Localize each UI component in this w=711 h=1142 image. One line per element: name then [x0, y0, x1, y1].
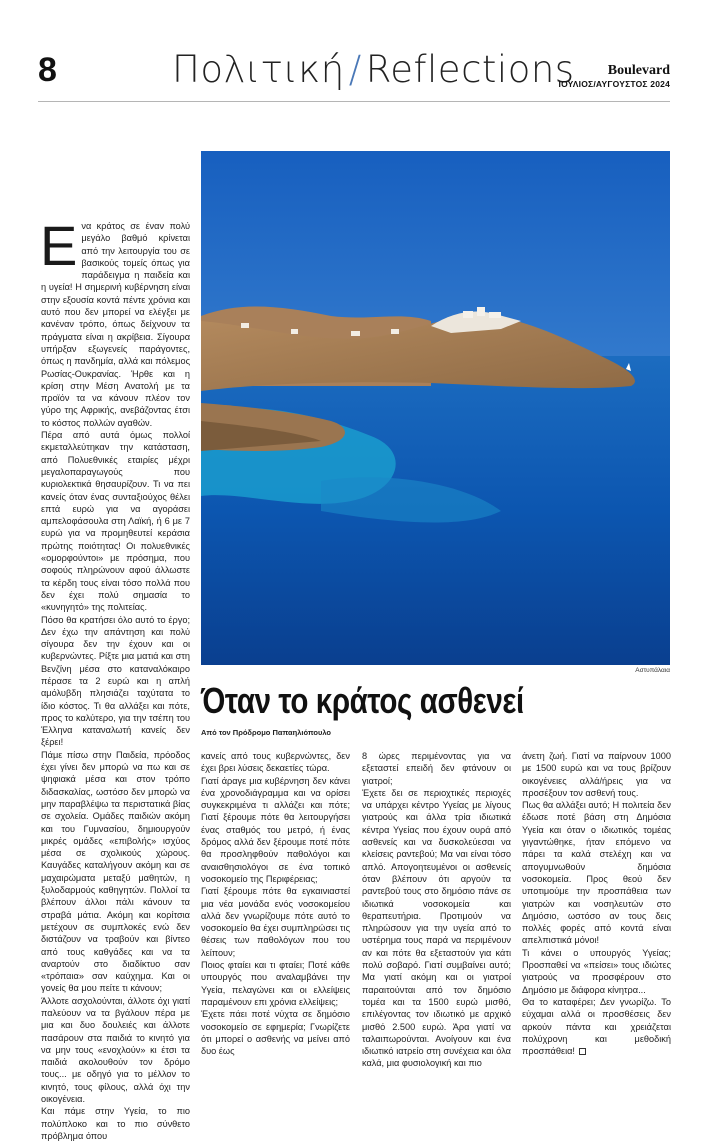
page-number: 8	[38, 51, 57, 89]
col2-paragraph-3: Γιατί ξέρουμε πότε θα εγκαινιαστεί μια νέα μονάδα ενός νοσοκομείου αλλά δεν γνωρίζουμε πότε αυτό το νοσοκομείο θα έχει συμπληρώσει τις θέσεις των παθολόγων που του λείπουν;	[201, 886, 350, 958]
intro-paragraph-5: Άλλοτε ασχολούνται, άλλοτε όχι γιατί παλεύουν να τα βγάλουν πέρα με μια και δυο δουλειές και άλλοτε πασάρουν στα παιδιά το κινητό για να μην τους «ενοχλούν» κι έτσι τα παιδιά ακολουθούν τον δρόμο τους... με οδηγό για το μέλλον το κινητό, τους φίλους, αλλά όχι την οικογένεια.	[41, 995, 190, 1105]
intro-paragraph-1: να κράτος σε έναν πολύ μεγάλο βαθμό κρίνεται από την λειτουργία του σε βασικούς τομείς όπως για παράδειγμα η παιδεία και η υγεία! Η σημερινή κυβέρνηση είναι στην εξουσία κοντά πέντε χρόνια και αυτό που δεν μπορεί να ελέγξει με κανέναν τρόπο, όπως δείχνουν τα πράγματα είναι η ακρίβεια. Σίγουρα υπήρξαν εξωγενείς παράγοντες, όπως η πανδημία, αλλά και πόλεμος Ρωσίας-Ουκρανίας. Ήρθε και η κρίση στην Μέση Ανατολή με τα προϊόν τα να κάνουν πλέον τον γύρο της Αφρικής, ανεβάζοντας έτσι το κόστος πολλών αγαθών.	[41, 221, 190, 428]
intro-paragraph-6: Και πάμε στην Υγεία, το πιο πολύπλοκο και το πιο σύνθετο πρόβλημα όπου	[41, 1106, 190, 1141]
astypalaia-photo	[201, 151, 670, 665]
col4-paragraph-3: Τι κάνει ο υπουργός Υγείας; Προσπαθεί να «πείσει» τους ιδιώτες γιατρούς να προσφέρουν στο Δημόσιο με διάφορα κίνητρα...	[522, 947, 671, 995]
section-primary: Πολιτική	[172, 48, 345, 91]
col4-paragraph-2: Πως θα αλλάξει αυτό; Η πολιτεία δεν έδωσε ποτέ βάση στη Δημόσια Υγεία και όταν ο ιδιωτικός τομέας γιγαντώθηκε, ήταν επόμενο να πάρει τα καλά στελέχη και να απογυμνωθούν δημόσια νοσοκομεία. Προς θεού δεν υποτιμούμε την προσπάθεια των γιατρών και νοσηλευτών στο Δημόσιο, ωστόσο αν τους δεις πολλές φορές από κοντά είναι απελπιστικά μόνοι!	[522, 800, 671, 946]
col3-paragraph-2: Έχετε δει σε περιοχτικές περιοχές να υπάρχει κέντρο Υγείας με λίγους γιατρούς και άλλα τρία ιδιωτικά κέντρα Υγείας που έχουν ουρά από ασθενείς και να δυσκολεύεσαι να κλείσεις ραντεβού; Μα ναι είναι τόσο απλό. Απογοητευμένοι οι ασθενείς όταν βλέπουν ότι αργούν τα ραντεβού τους στο δημόσιο πάνε σε ιδιωτικά νοσοκομεία και θεραπευτήρια. Προτιμούν να πληρώσουν για την υγεία από το υστέρημα τους παρά να περιμένουν αν και πότε θα εξεταστούν για κάτι πολύ σοβαρό. Γιατί συμβαίνει αυτό; Μα γιατί ακόμη και οι γιατροί παραιτούνται από τον δημόσιο τομέα και τα 1500 ευρώ μισθό, επιλέγοντας τον ιδιωτικό με αρχικό μισθό 2.500 ευρώ. Άρα γιατί να ταλαιπωρούνται. Ανοίγουν και ένα ιδιωτικό ιατρείο στη συνέχεια και όλα καλά, μια φυσιολογική και πιο	[362, 787, 511, 1069]
intro-column	[40, 214, 190, 1141]
section-secondary: Reflections	[365, 48, 575, 91]
article-headline: Όταν το κράτος ασθενεί	[201, 680, 524, 721]
article-end-icon	[579, 1048, 586, 1055]
intro-paragraph-3: Πόσο θα κρατήσει όλο αυτό το έργο; Δεν έχω την απάντηση και πολύ σίγουρα δεν την έχουν και οι κυβερνώντες. Ρίξτε μια ματιά και στη Βενζίνη μέσα στο καταναλόκαιρο πέρασε τα 2 ευρώ και η απλή αμόλυβδη πλησιάζει ταχύτατα το ίδιο κόστος. Τι θα αλλάξει και πότε, προς το καλύτερο, για την τσέπη του Έλληνα καταναλωτή κανείς δεν ξέρει!	[41, 614, 190, 748]
photo-caption: Αστυπάλαια	[635, 667, 670, 674]
col4-paragraph-4	[522, 996, 671, 1057]
section-title	[172, 46, 575, 94]
publication-masthead	[559, 64, 670, 90]
col4-paragraph-4-text: Θα το καταφέρει; Δεν γνωρίζω. Το εύχαμαι αλλά οι προσθέσεις δεν αρκούν πάντα και χρειάζεται πολύχρονη και μεθοδική προσπάθεια!	[522, 996, 671, 1057]
article-byline: Από τον Πρόδρομο Παπαηλιόπουλο	[201, 728, 331, 737]
article-column-3	[362, 750, 511, 1068]
col4-paragraph-1: άνετη ζωή. Γιατί να παίρνουν 1000 με 1500 ευρώ και να τους βρίζουν οικογένειες αλλά/ήρεις για να προσέξουν τον ασθενή τους.	[522, 751, 671, 798]
issue-date: ΙΟΥΛΙΟΣ/ΑΥΓΟΥΣΤΟΣ 2024	[558, 79, 670, 89]
intro-paragraph-2: Πέρα από αυτά όμως πολλοί εκμεταλλεύτηκαν την κατάσταση, από Πολυεθνικές εταιρίες μέχρι μεγαλοπαραγωγούς που κυριολεκτικά θησαυρίζουν. Τι να πει κανείς όταν ένας συνταξιούχος θέλει επτά ευρώ για να αγοράσει αμπελοφάσουλα στη Λαϊκή, ή 6 με 7 ευρώ για να προμηθευτεί κεράσια πρώτης ποιότητας! Οι πολυεθνικές «ομορφούντοι» με πρόσημα, που σοφούς πληρώνουν αφού άλλωστε τα κέρδη τους είναι τόσο πολλά που δεν έχει πολύ σημασία το «κυνηγητό» της πολιτείας.	[41, 430, 190, 613]
article-column-4	[522, 750, 671, 1068]
article-column-2	[201, 750, 350, 1068]
col3-paragraph-1: 8 ώρες περιμένοντας για να εξεταστεί επειδή δεν φτάνουν οι γιατροί;	[362, 751, 511, 786]
section-slash: /	[348, 48, 362, 91]
col2-paragraph-4: Ποιος φταίει και τι φταίει; Ποτέ κάθε υπουργός που αναλαμβάνει την Υγεία, πελαγώνει και οι ελλείψεις παραμένουν επι χρόνια ελλείψεις;	[201, 960, 350, 1007]
col2-paragraph-2: Γιατί άραγε μια κυβέρνηση δεν κάνει ένα χρονοδιάγραμμα και να ορίσει συγκεκριμένα τι αλλάζει και πότε; Γιατί ξέρουμε πότε θα λειτουργήσει ένας σταθμός του μετρό, ή ένας δρόμος αλλά δεν ξέρουμε ποτέ πότε θα προσληφθούν παθολόγοι και αναισθησιολόγοι σε ένα τοπικό νοσοκομείο της Περιφέρειας;	[201, 775, 350, 884]
header-divider	[38, 101, 670, 102]
col2-paragraph-1: κανείς από τους κυβερνώντες, δεν έχει βρει λύσεις δεκαετίες τώρα.	[201, 751, 350, 774]
intro-paragraph-4: Πάμε πίσω στην Παιδεία, πρόοδος έχει γίνει δεν μπορώ να πω και σε ψηφιακά μέσα και στον τρόπο διδασκαλίας, ωστόσο δεν μπορώ να μην παραβλέψω τα περιστατικά βίας σε σχολεία. Ομάδες παιδιών ακόμη και του Γυμνασίου, δημιουργούν μικρές ομάδες «επιβολής» ισχύος μέσα σε σχολικούς χώρους. Καυγάδες καταλήγουν ακόμη και σε μαχαιρώματα μεταξύ μαθητών, η ξυλοδαρμούς καθηγητών. Πολλοί τα βλέπουν άλλοι πάλι κάνουν τα στραβά μάτια. Ακόμη και κορίτσια μετέχουν σε συμπλοκές ενώ δεν διστάζουν να τραβούν και βίντεο από τους καθγάδες και να τα αναρτούν στο διαδίκτυο σαν «τρόπαια» σαν καύχημα. Και οι γονείς θα μου πείτε τι κάνουν;	[41, 749, 190, 994]
drop-cap: Ε	[40, 214, 78, 277]
publication-name: Boulevard	[607, 63, 670, 78]
col2-paragraph-5: Έχετε πάει ποτέ νύχτα σε δημόσιο νοσοκομείο σε εφημερία; Γνωρίζετε ότι μπορεί ο ασθενής να μείνει από δυο έως	[201, 1009, 350, 1057]
